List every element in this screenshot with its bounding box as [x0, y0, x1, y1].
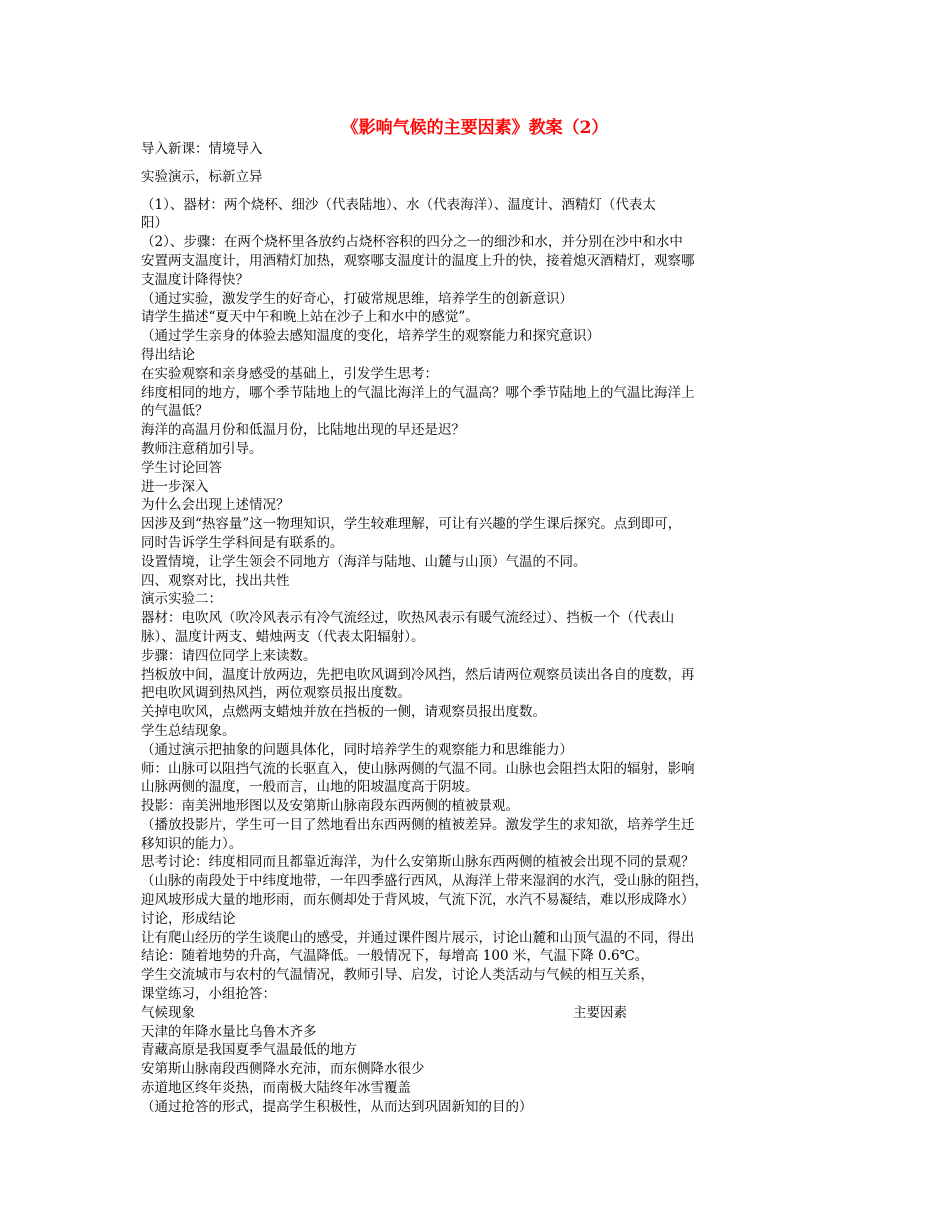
paragraph-line: 挡板放中间，温度计放两边，先把电吹风调到冷风挡，然后请两位观察员读出各自的度数，再 — [141, 666, 695, 683]
paragraph-line: 课堂练习，小组抢答： — [141, 986, 276, 1003]
paragraph-line: 讨论，形成结论 — [141, 910, 236, 927]
paragraph-line: 四、观察对比，找出共性 — [141, 572, 290, 589]
paragraph-line: （2）、步骤：在两个烧杯里各放约占烧杯容积的四分之一的细沙和水，并分别在沙中和水中 — [141, 234, 683, 251]
paragraph-line: 结论：随着地势的升高，气温降低。一般情况下，每增高 100 米，气温下降 0.6℃。 — [141, 948, 649, 965]
document-title: 《影响气候的主要因素》教案（2） — [341, 118, 609, 138]
document-body — [141, 140, 817, 1117]
paragraph-line: 海洋的高温月份和低温月份，比陆地出现的早还是迟？ — [141, 422, 465, 439]
paragraph-line: 关掉电吹风，点燃两支蜡烛并放在挡板的一侧，请观察员报出度数。 — [141, 704, 546, 721]
paragraph-line: 的气温低？ — [141, 403, 209, 420]
closing-line: （通过抢答的形式，提高学生积极性，从而达到巩固新知的目的） — [141, 1098, 533, 1115]
paragraph-line: 迎风坡形成大量的地形雨，而东侧却处于背风坡，气流下沉，水汽不易凝结，难以形成降水） — [141, 892, 695, 909]
paragraph-line: （1）、器材：两个烧杯、细沙（代表陆地）、水（代表海洋）、温度计、酒精灯（代表太 — [141, 196, 656, 213]
paragraph-line: 同时告诉学生学科间是有联系的。 — [141, 534, 344, 551]
table-row: 安第斯山脉南段西侧降水充沛，而东侧降水很少 — [141, 1061, 425, 1078]
paragraph-line: 脉）、温度计两支、蜡烛两支（代表太阳辐射）。 — [141, 628, 425, 645]
paragraph-line: 导入新课：情境导入 — [141, 141, 263, 157]
paragraph-line: 移知识的能力）。 — [141, 835, 243, 852]
paragraph-line: 进一步深入 — [141, 478, 209, 495]
paragraph-line: （山脉的南段处于中纬度地带，一年四季盛行西风，从海洋上带来湿润的水汽，受山脉的阻挡， — [141, 873, 708, 890]
paragraph-line: 实验演示，标新立异 — [141, 168, 263, 185]
paragraph-line: 在实验观察和亲身感受的基础上，引发学生思考： — [141, 365, 438, 382]
paragraph-line: 投影：南美洲地形图以及安第斯山脉南段东西两侧的植被景观。 — [141, 798, 519, 815]
paragraph-line: 学生交流城市与农村的气温情况，教师引导、启发，讨论人类活动与气候的相互关系， — [141, 967, 654, 984]
table-header-phenomenon: 气候现象 — [141, 1004, 195, 1021]
paragraph-line: 安置两支温度计，用酒精灯加热，观察哪支温度计的温度上升的快，接着熄灭酒精灯，观察哪 — [141, 252, 695, 269]
paragraph-line: 因涉及到“热容量”这一物理知识，学生较难理解，可让有兴趣的学生课后探究。点到即可， — [141, 516, 682, 533]
exercise-table-header — [141, 1004, 817, 1023]
paragraph-line: 学生讨论回答 — [141, 459, 222, 476]
table-row: 天津的年降水量比乌鲁木齐多 — [141, 1023, 317, 1040]
paragraph-line: 把电吹风调到热风挡，两位观察员报出度数。 — [141, 685, 411, 702]
paragraph-line: 教师注意稍加引导。 — [141, 440, 263, 457]
paragraph-line: 为什么会出现上述情况？ — [141, 497, 290, 514]
paragraph-line: 设置情境，让学生领会不同地方（海洋与陆地、山麓与山顶）气温的不同。 — [141, 553, 587, 570]
paragraph-line: （播放投影片，学生可一目了然地看出东西两侧的植被差异。激发学生的求知欲，培养学生迁 — [141, 816, 695, 833]
paragraph-line: 山脉两侧的温度，一般而言，山地的阳坡温度高于阴坡。 — [141, 779, 479, 796]
paragraph-line: 得出结论 — [141, 346, 195, 363]
table-row: 青藏高原是我国夏季气温最低的地方 — [141, 1042, 357, 1059]
paragraph-line: （通过演示把抽象的问题具体化，同时培养学生的观察能力和思维能力） — [141, 741, 573, 758]
paragraph-line: 请学生描述“夏天中午和晚上站在沙子上和水中的感觉”。 — [141, 309, 479, 326]
table-row: 赤道地区终年炎热，而南极大陆终年冰雪覆盖 — [141, 1080, 411, 1097]
paragraph-line: 思考讨论：纬度相同而且都靠近海洋，为什么安第斯山脉东西两侧的植被会出现不同的景观？ — [141, 854, 695, 871]
paragraph-line: 师：山脉可以阻挡气流的长驱直入，使山脉两侧的气温不同。山脉也会阻挡太阳的辐射，影响 — [141, 760, 695, 777]
paragraph-line: （通过学生亲身的体验去感知温度的变化，培养学生的观察能力和探究意识） — [141, 328, 600, 345]
paragraph-line: （通过实验，激发学生的好奇心，打破常规思维，培养学生的创新意识） — [141, 290, 573, 307]
paragraph-line: 纬度相同的地方，哪个季节陆地上的气温比海洋上的气温高？哪个季节陆地上的气温比海洋上 — [141, 384, 695, 401]
paragraph-line: 阳） — [141, 215, 168, 232]
paragraph-line: 让有爬山经历的学生谈爬山的感受，并通过课件图片展示，讨论山麓和山顶气温的不同，得出 — [141, 929, 695, 946]
paragraph-line: 步骤：请四位同学上来读数。 — [141, 647, 317, 664]
paragraph-line: 学生总结现象。 — [141, 722, 236, 739]
paragraph-line: 支温度计降得快？ — [141, 271, 249, 288]
table-header-factor: 主要因素 — [573, 1004, 627, 1021]
paragraph-line: 器材：电吹风（吹冷风表示有冷气流经过，吹热风表示有暖气流经过）、挡板一个（代表山 — [141, 610, 675, 627]
paragraph-line: 演示实验二： — [141, 591, 222, 608]
